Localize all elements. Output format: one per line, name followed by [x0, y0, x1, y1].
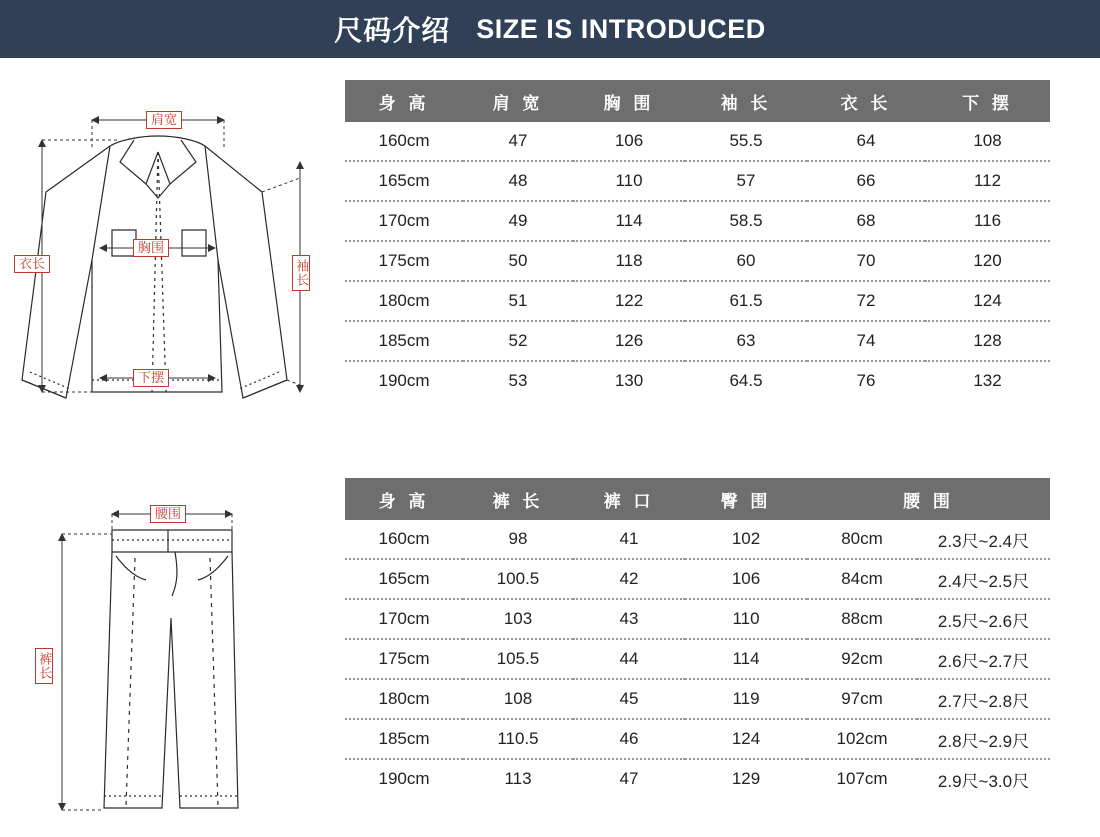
cell: 97cm: [807, 679, 917, 719]
cell: 170cm: [345, 599, 463, 639]
page-title-en: SIZE IS INTRODUCED: [476, 13, 766, 44]
cell: 124: [685, 719, 807, 759]
cell: 64: [807, 122, 925, 161]
table-row: [345, 639, 1050, 679]
cell: 129: [685, 759, 807, 798]
table-row: [345, 559, 1050, 599]
cell: 63: [685, 321, 807, 361]
cell: 108: [925, 122, 1050, 161]
cell: 68: [807, 201, 925, 241]
pants-size-table: [345, 478, 1050, 798]
table-row: [345, 241, 1050, 281]
jacket-hem-label: 下摆: [133, 369, 169, 387]
cell: 170cm: [345, 201, 463, 241]
cell: 128: [925, 321, 1050, 361]
cell: 98: [463, 520, 573, 559]
table-header-row: [345, 478, 1050, 520]
page-title-cn: 尺码介绍: [334, 15, 451, 46]
table-row: [345, 161, 1050, 201]
cell: 74: [807, 321, 925, 361]
cell: 112: [925, 161, 1050, 201]
cell: 44: [573, 639, 685, 679]
cell: 108: [463, 679, 573, 719]
table-row: [345, 719, 1050, 759]
cell: 2.7尺~2.8尺: [917, 679, 1050, 719]
table-row: [345, 201, 1050, 241]
cell: 92cm: [807, 639, 917, 679]
column-header: 下 摆: [925, 80, 1050, 122]
column-header: 肩 宽: [463, 80, 573, 122]
cell: 118: [573, 241, 685, 281]
cell: 180cm: [345, 679, 463, 719]
cell: 165cm: [345, 559, 463, 599]
cell: 102cm: [807, 719, 917, 759]
cell: 102: [685, 520, 807, 559]
jacket-section: [0, 80, 1100, 440]
cell: 49: [463, 201, 573, 241]
table-row: [345, 520, 1050, 559]
cell: 46: [573, 719, 685, 759]
jacket-illustration: [0, 80, 340, 440]
cell: 76: [807, 361, 925, 400]
table-row: [345, 599, 1050, 639]
cell: 160cm: [345, 122, 463, 161]
cell: 2.9尺~3.0尺: [917, 759, 1050, 798]
column-header: 胸 围: [573, 80, 685, 122]
column-header: 身 高: [345, 80, 463, 122]
table-row: [345, 122, 1050, 161]
pants-table-wrapper: [345, 478, 1055, 828]
cell: 130: [573, 361, 685, 400]
cell: 185cm: [345, 719, 463, 759]
page-header: [0, 0, 1100, 58]
cell: 51: [463, 281, 573, 321]
cell: 45: [573, 679, 685, 719]
column-header: 袖 长: [685, 80, 807, 122]
cell: 47: [573, 759, 685, 798]
cell: 114: [685, 639, 807, 679]
cell: 185cm: [345, 321, 463, 361]
cell: 55.5: [685, 122, 807, 161]
pants-waist-label: 腰围: [150, 505, 186, 523]
cell: 47: [463, 122, 573, 161]
cell: 2.5尺~2.6尺: [917, 599, 1050, 639]
pants-length-label: 裤长: [35, 648, 53, 684]
cell: 126: [573, 321, 685, 361]
cell: 105.5: [463, 639, 573, 679]
column-header: 腰 围: [807, 478, 1050, 520]
cell: 106: [685, 559, 807, 599]
cell: 132: [925, 361, 1050, 400]
cell: 66: [807, 161, 925, 201]
table-row: [345, 321, 1050, 361]
cell: 110: [573, 161, 685, 201]
column-header: 身 高: [345, 478, 463, 520]
column-header: 裤 长: [463, 478, 573, 520]
cell: 110: [685, 599, 807, 639]
cell: 41: [573, 520, 685, 559]
cell: 2.4尺~2.5尺: [917, 559, 1050, 599]
jacket-chest-label: 胸围: [133, 239, 169, 257]
cell: 119: [685, 679, 807, 719]
cell: 53: [463, 361, 573, 400]
cell: 58.5: [685, 201, 807, 241]
column-header: 裤 口: [573, 478, 685, 520]
cell: 48: [463, 161, 573, 201]
cell: 2.3尺~2.4尺: [917, 520, 1050, 559]
cell: 113: [463, 759, 573, 798]
jacket-length-label: 衣长: [14, 255, 50, 273]
cell: 120: [925, 241, 1050, 281]
cell: 114: [573, 201, 685, 241]
cell: 2.6尺~2.7尺: [917, 639, 1050, 679]
page-content: [0, 58, 1100, 837]
cell: 84cm: [807, 559, 917, 599]
cell: 72: [807, 281, 925, 321]
cell: 70: [807, 241, 925, 281]
table-header-row: [345, 80, 1050, 122]
cell: 160cm: [345, 520, 463, 559]
cell: 2.8尺~2.9尺: [917, 719, 1050, 759]
cell: 42: [573, 559, 685, 599]
cell: 52: [463, 321, 573, 361]
cell: 180cm: [345, 281, 463, 321]
cell: 103: [463, 599, 573, 639]
column-header: 臀 围: [685, 478, 807, 520]
cell: 80cm: [807, 520, 917, 559]
jacket-shoulder-label: 肩宽: [146, 111, 182, 129]
cell: 106: [573, 122, 685, 161]
jacket-table-wrapper: [345, 80, 1055, 440]
cell: 43: [573, 599, 685, 639]
cell: 57: [685, 161, 807, 201]
cell: 165cm: [345, 161, 463, 201]
jacket-size-table: [345, 80, 1050, 400]
table-row: [345, 679, 1050, 719]
cell: 110.5: [463, 719, 573, 759]
cell: 190cm: [345, 361, 463, 400]
cell: 116: [925, 201, 1050, 241]
cell: 107cm: [807, 759, 917, 798]
column-header: 衣 长: [807, 80, 925, 122]
cell: 50: [463, 241, 573, 281]
cell: 64.5: [685, 361, 807, 400]
cell: 100.5: [463, 559, 573, 599]
cell: 190cm: [345, 759, 463, 798]
cell: 60: [685, 241, 807, 281]
pants-section: [0, 478, 1100, 828]
table-row: [345, 361, 1050, 400]
jacket-sleeve-label: 袖长: [292, 255, 310, 291]
cell: 88cm: [807, 599, 917, 639]
cell: 124: [925, 281, 1050, 321]
cell: 175cm: [345, 639, 463, 679]
cell: 122: [573, 281, 685, 321]
pants-diagram: [0, 478, 340, 828]
cell: 61.5: [685, 281, 807, 321]
table-row: [345, 281, 1050, 321]
jacket-diagram: [0, 80, 340, 440]
table-row: [345, 759, 1050, 798]
cell: 175cm: [345, 241, 463, 281]
